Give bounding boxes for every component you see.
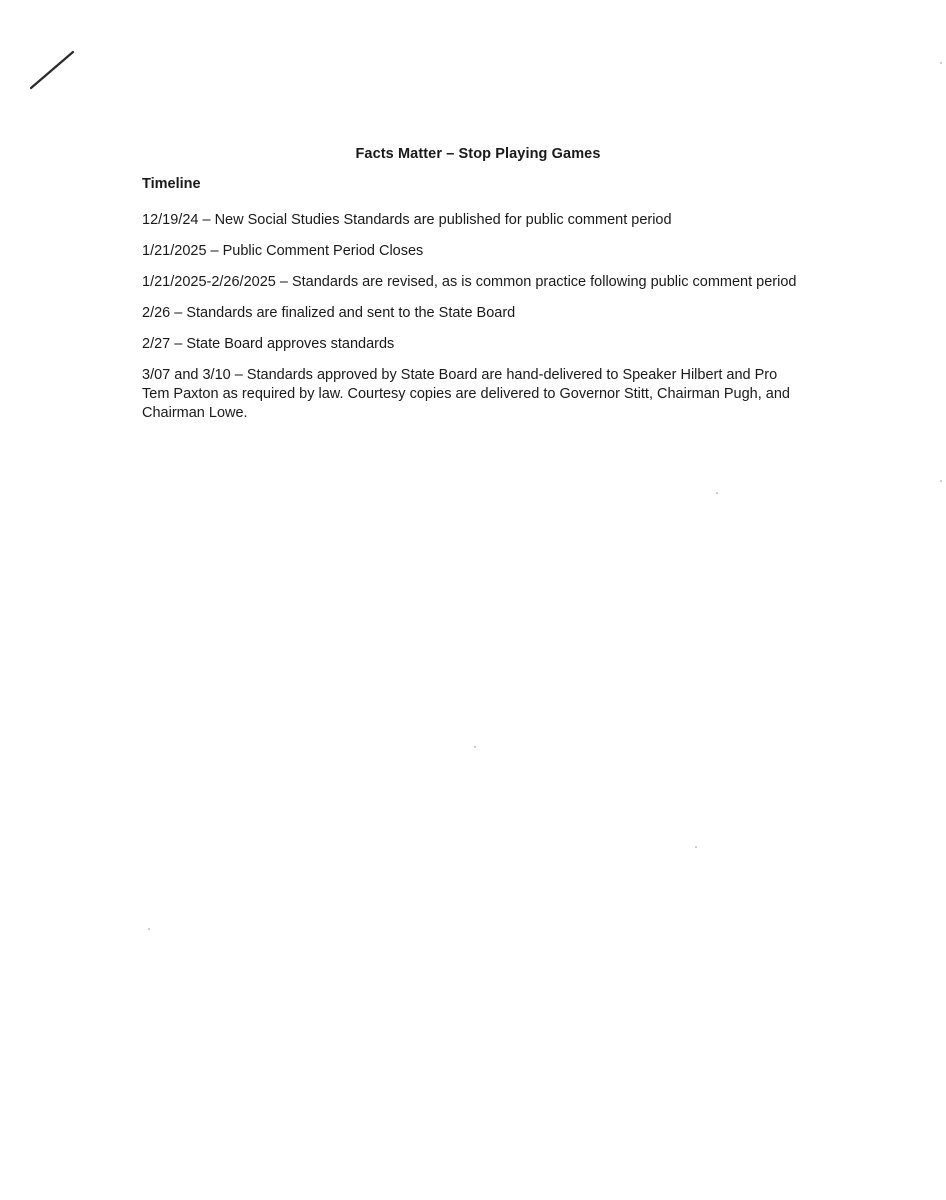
scan-speck (695, 846, 697, 848)
timeline-entry: 12/19/24 – New Social Studies Standards are published for public comment period (142, 212, 672, 228)
pen-stroke-mark (28, 48, 78, 92)
timeline-entry: 1/21/2025 – Public Comment Period Closes (142, 243, 424, 259)
document-title: Facts Matter – Stop Playing Games (355, 146, 601, 162)
timeline-entry: 3/07 and 3/10 – Standards approved by State Board are hand-delivered to Speaker Hilbert and Pro Tem Paxton as required by law. Courtesy copies are delivered to Governor Stitt, Chairman Pugh, and Chairman Lowe. (142, 367, 790, 421)
timeline-heading: Timeline (142, 176, 201, 192)
scan-speck (148, 928, 150, 930)
scan-speck (716, 492, 718, 494)
timeline-list (142, 211, 802, 435)
scan-speck (940, 480, 942, 482)
timeline-entry: 1/21/2025-2/26/2025 – Standards are revised, as is common practice following public comment period (142, 274, 797, 290)
scan-speck (474, 746, 476, 748)
scan-speck (940, 62, 942, 64)
timeline-entry: 2/27 – State Board approves standards (142, 336, 395, 352)
timeline-entry: 2/26 – Standards are finalized and sent to the State Board (142, 305, 516, 321)
